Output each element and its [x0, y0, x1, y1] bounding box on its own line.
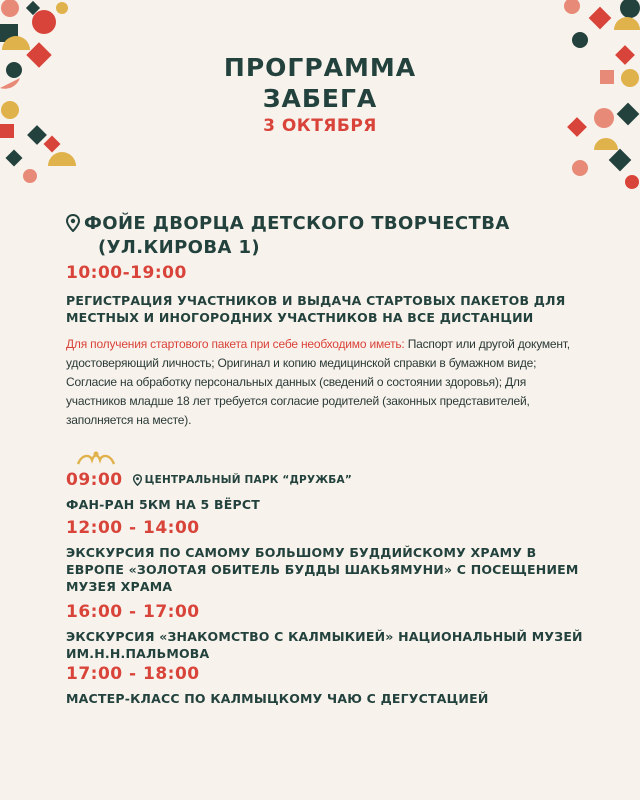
registration-block [66, 263, 586, 430]
registration-time: 10:00-19:00 [66, 263, 187, 283]
event-title: ЭКСКУРСИЯ ПО САМОМУ БОЛЬШОМУ БУДДИЙСКОМУ ХРАМУ В ЕВРОПЕ «ЗОЛОТАЯ ОБИТЕЛЬ БУДДЫ ШАКЬЯМУНИ» С ПОСЕЩЕНИЕМ МУЗЕЯ ХРАМА [66, 545, 579, 594]
venue-address: (УЛ.КИРОВА 1) [98, 237, 261, 258]
event-item [66, 664, 586, 707]
location-pin-icon [66, 214, 80, 232]
event-item [66, 518, 586, 595]
registration-title: РЕГИСТРАЦИЯ УЧАСТНИКОВ И ВЫДАЧА СТАРТОВЫХ ПАКЕТОВ ДЛЯ МЕСТНЫХ И ИНОГОРОДНИХ УЧАСТНИКОВ НА ВСЕ ДИСТАНЦИИ [66, 293, 566, 325]
event-time: 09:00 [66, 470, 123, 490]
event-title: ЭКСКУРСИЯ «ЗНАКОМСТВО С КАЛМЫКИЕЙ» НАЦИОНАЛЬНЫЙ МУЗЕЙ ИМ.Н.Н.ПАЛЬМОВА [66, 629, 583, 661]
program-header [0, 52, 640, 136]
event-date: 3 ОКТЯБРЯ [263, 116, 377, 136]
page-title-line2: ЗАБЕГА [262, 84, 378, 113]
event-time: 16:00 - 17:00 [66, 602, 200, 622]
event-title: ФАН-РАН 5КМ НА 5 ВЁРСТ [66, 497, 260, 512]
ornament-divider-icon [76, 450, 116, 466]
event-item [66, 602, 586, 662]
event-item [66, 470, 586, 513]
event-location: ЦЕНТРАЛЬНЫЙ ПАРК “ДРУЖБА” [144, 474, 352, 486]
event-time: 12:00 - 14:00 [66, 518, 200, 538]
event-title: МАСТЕР-КЛАСС ПО КАЛМЫЦКОМУ ЧАЮ С ДЕГУСТАЦИЕЙ [66, 691, 489, 706]
venue-heading [66, 212, 586, 260]
registration-note-body: Паспорт или другой документ, удостоверяющий личность; Оригинал и копию медицинской справки в бумажном виде; Согласие на обработку персональных данных (сведений о состоянии здоровья); Для участников младше 18 лет требуется согласие родителей (законных представителей, заполняется на месте). [66, 337, 570, 427]
location-pin-icon [133, 474, 142, 486]
registration-note [66, 335, 586, 430]
event-time: 17:00 - 18:00 [66, 664, 200, 684]
page-title-line1: ПРОГРАММА [223, 53, 417, 82]
registration-note-lead: Для получения стартового пакета при себе необходимо иметь: [66, 337, 405, 351]
venue-name: ФОЙЕ ДВОРЦА ДЕТСКОГО ТВОРЧЕСТВА [84, 213, 510, 234]
